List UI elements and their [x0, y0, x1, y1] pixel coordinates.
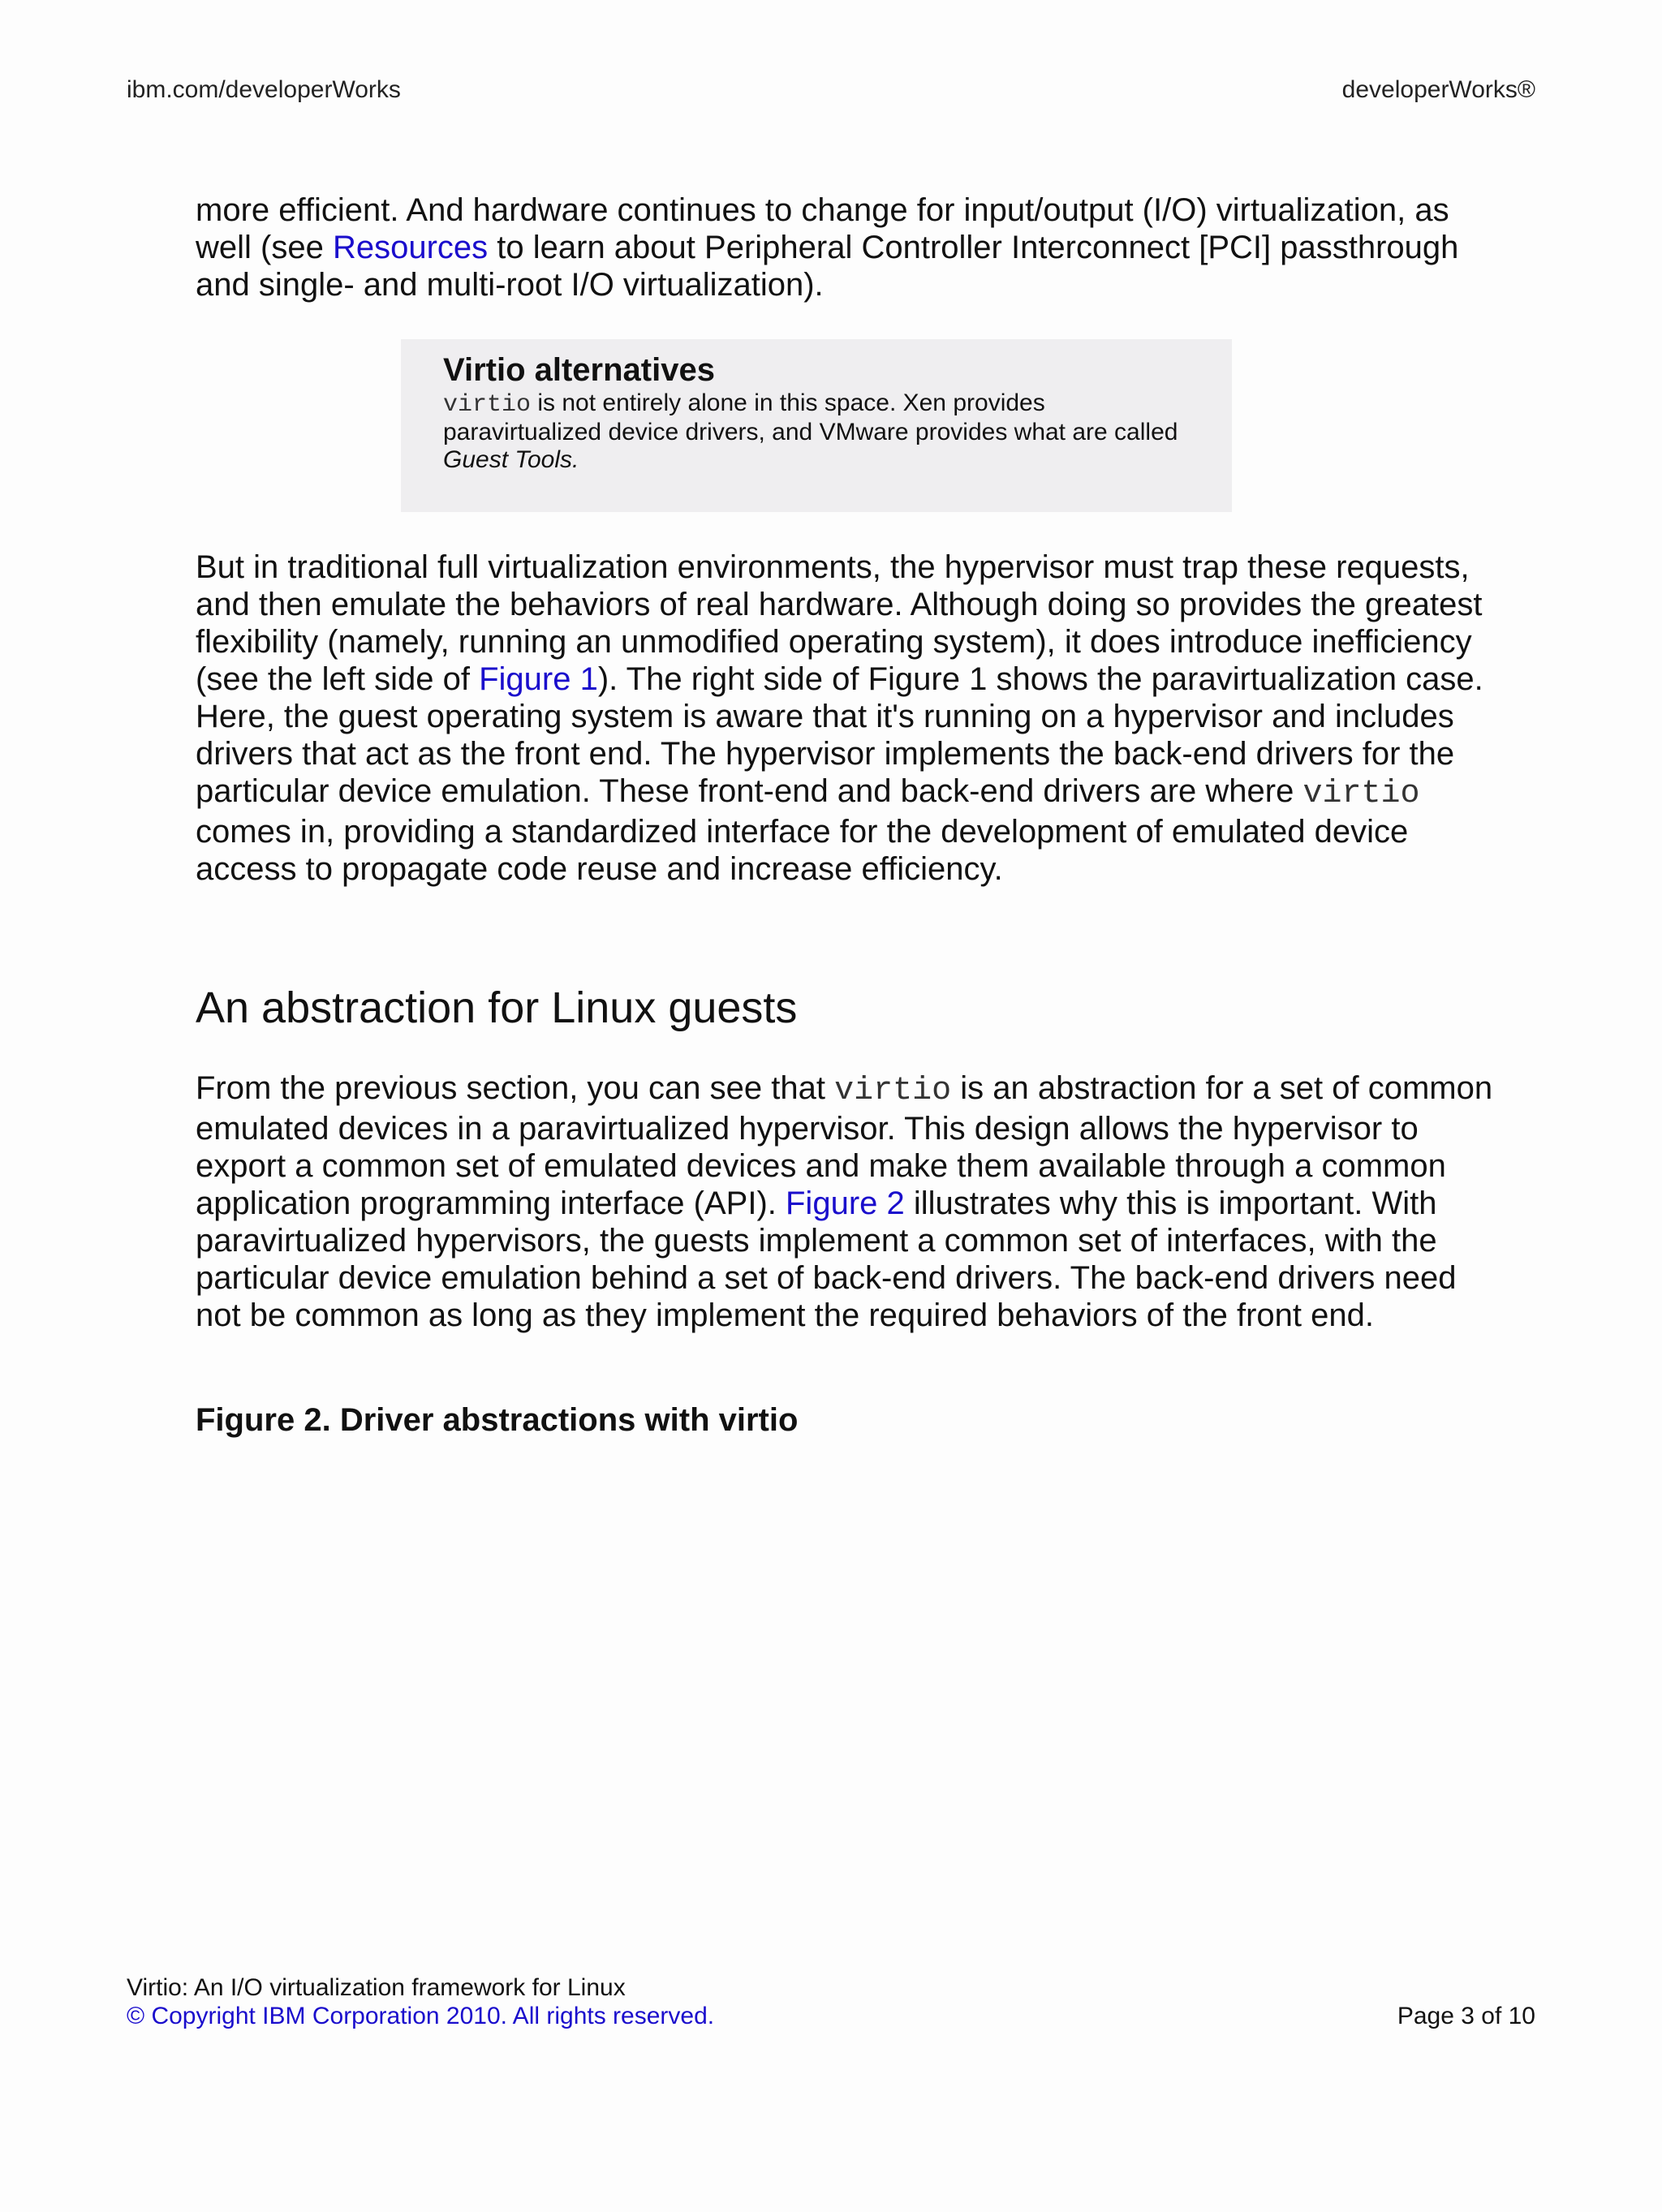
sidebar-text: [443, 389, 1199, 474]
figure-1-link[interactable]: Figure 1: [479, 661, 598, 697]
running-head-right: developerWorks®: [1341, 76, 1535, 103]
abstraction-paragraph-container: [196, 1069, 1494, 1334]
intro-paragraph-container: [196, 192, 1462, 303]
figure-caption: Figure 2. Driver abstractions with virtio: [196, 1402, 799, 1438]
sidebar-emphasis: Guest Tools.: [443, 446, 579, 473]
para3-code: virtio: [834, 1073, 952, 1109]
figure-2-link[interactable]: Figure 2: [786, 1186, 905, 1221]
sidebar-code: virtio: [443, 391, 532, 419]
footer-copyright-link[interactable]: © Copyright IBM Corporation 2010. All rights reserved.: [127, 2003, 715, 2029]
full-virtualization-paragraph-container: [196, 549, 1494, 888]
para3-text-3: illustrates why this is important. With paravirtualized hypervisors, the guests implement a common set of interfaces, with the particular device emulation behind a set of back-end drivers. The back-end drivers need not be common as long as they implement the required behaviors of the front end.: [196, 1186, 1457, 1333]
intro-text-2: to learn about Peripheral Controller Interconnect [PCI] passthrough and single- and multi-root I/O virtualization).: [196, 230, 1459, 303]
intro-paragraph: [196, 192, 1462, 303]
para2-text-3: comes in, providing a standardized interface for the development of emulated device access to propagate code reuse and increase efficiency.: [196, 814, 1409, 887]
intro-text-1: more efficient. And hardware continues to change for input/output (I/O) virtualization, as well (see: [196, 192, 1449, 265]
full-virtualization-paragraph: [196, 549, 1494, 888]
section-heading: An abstraction for Linux guests: [196, 983, 798, 1032]
running-head-left: ibm.com/developerWorks: [127, 76, 401, 103]
abstraction-paragraph: [196, 1069, 1494, 1334]
footer-page-number: Page 3 of 10: [1397, 2003, 1535, 2029]
para2-text-1: But in traditional full virtualization environments, the hypervisor must trap these requests, and then emulate the behaviors of real hardware. Although doing so provides the greatest flexibility (namely, running an unmodified operating system), it does introduce inefficiency (see the left side of: [196, 549, 1483, 697]
footer-title: Virtio: An I/O virtualization framework for Linux: [127, 1974, 626, 2001]
para3-text-1: From the previous section, you can see that: [196, 1070, 835, 1106]
sidebar-text-1: is not entirely alone in this space. Xen provides paravirtualized device drivers, and VMware provides what are called: [443, 389, 1178, 445]
para2-code: virtio: [1302, 776, 1420, 812]
resources-link[interactable]: Resources: [332, 230, 489, 265]
para3-text-2: is an abstraction for a set of common emulated devices in a paravirtualized hypervisor. This design allows the hypervisor to export a common set of emulated devices and make them available through a common application programming interface (API).: [196, 1070, 1493, 1221]
sidebar-title: Virtio alternatives: [443, 352, 715, 388]
para2-text-2: ). The right side of Figure 1 shows the paravirtualization case. Here, the guest operating system is aware that it's running on a hypervisor and includes drivers that act as the front end. The hypervisor implements the back-end drivers for the particular device emulation. These front-end and back-end drivers are where: [196, 661, 1483, 809]
sidebar-box: [401, 339, 1232, 512]
